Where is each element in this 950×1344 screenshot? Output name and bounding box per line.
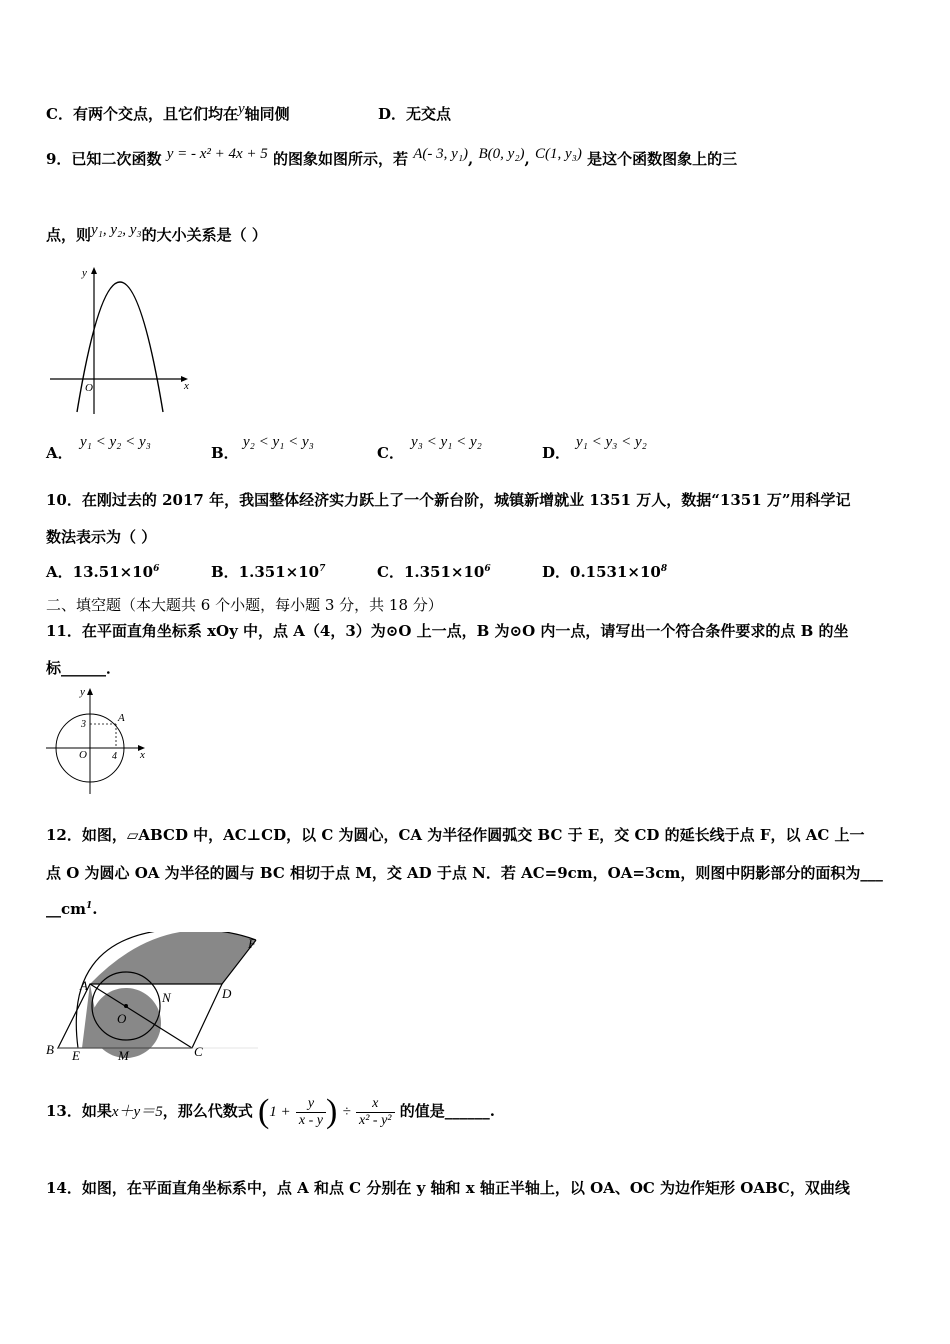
q9-stem-line2: 点，则y₁, y₂, y₃的大小关系是（ ） <box>46 222 267 244</box>
q13-fraction-1: $\frac{y}{x - y}$ <box>296 1096 326 1129</box>
q10-option-d: D．$0.1531\times 10^8$ <box>542 563 668 581</box>
q8-option-c: C．有两个交点，且它们均在y轴同侧 <box>46 101 290 123</box>
q9-origin-label: O <box>85 382 93 394</box>
q9-option-c-expr: y₃ < y₁ < y₂ <box>411 434 482 450</box>
q9-option-d-expr: y₁ < y₃ < y₂ <box>576 434 647 450</box>
q11-stem-line1: 11．在平面直角坐标系 xOy 中，点 A（4，3）为⊙O 上一点，B 为⊙O 内一点，请写出一个符合条件要求的点 B 的坐 <box>46 622 849 640</box>
q12-label-m: M <box>118 1048 129 1063</box>
q9-y-label: y <box>82 267 87 279</box>
q11-stem-line2: 标______． <box>46 659 122 677</box>
q10-option-a: A．$13.51\times 10^6$ <box>46 563 160 581</box>
q12-label-e: E <box>72 1048 80 1063</box>
q12-label-c: C <box>194 1044 203 1059</box>
q10-option-c: C．$1.351\times 10^6$ <box>377 563 491 581</box>
q12-label-o: O <box>117 1011 127 1026</box>
q10-stem-line1: 10．在刚过去的 2017 年，我国整体经济实力跃上了一个新台阶，城镇新增就业 1351 万人，数据“1351 万”用科学记 <box>46 491 851 509</box>
q12-label-n: N <box>162 990 171 1005</box>
q12-stem-line2: 点 O 为圆心 OA 为半径的圆与 BC 相切于点 M，交 AD 于点 N．若 AC=9cm，OA=3cm，则图中阴影部分的面积为___ <box>46 864 883 882</box>
q11-point-a-label: A <box>118 712 125 724</box>
q9-option-d-label: D． <box>542 444 571 462</box>
q11-x-label: x <box>140 749 145 761</box>
q9-option-a-label: A． <box>46 444 73 462</box>
q14-stem-line1: 14．如图，在平面直角坐标系中，点 A 和点 C 分别在 y 轴和 x 轴正半轴上，以 OA、OC 为边作矩形 OABC，双曲线 <box>46 1179 850 1197</box>
q9-point-b: B(0, y₂) <box>478 146 525 162</box>
q12-stem-line3: $\_\_cm^1$. <box>46 900 98 918</box>
q11-origin-label: O <box>79 749 87 761</box>
q11-tick-4: 4 <box>112 751 117 762</box>
q13-fraction-2: $\frac{x}{\text{x² - y²}}$ <box>356 1096 394 1129</box>
q9-option-b-label: B． <box>211 444 239 462</box>
q13-stem: 13．如果x＋y＝5，那么代数式 (1 + $\frac{y}{x - y}$ ) ÷ $\frac{x}{\text{x² - y²}}$ 的值是______. <box>46 1093 495 1130</box>
q12-label-f: F <box>248 936 256 951</box>
section-2-title: 二、填空题（本大题共 6 个小题，每小题 3 分，共 18 分） <box>46 596 443 614</box>
q10-stem-line2: 数法表示为（ ） <box>46 528 157 546</box>
q12-parallelogram-figure <box>44 932 264 1067</box>
q12-label-a: A <box>80 978 88 993</box>
q12-label-d: D <box>222 986 232 1001</box>
q9-option-c-label: C． <box>377 444 404 462</box>
q8-option-d: D．无交点 <box>378 105 452 123</box>
q9-stem-line1: 9．已知二次函数 y = - x² + 4x + 5 的图象如图所示，若 A(- 3, y₁), B(0, y₂), C(1, y₃) 是这个函数图象上的三 <box>46 146 738 168</box>
q9-x-label: x <box>184 380 189 392</box>
q10-option-b: B．$1.351\times 10^7$ <box>211 563 326 581</box>
q9-option-b-expr: y₂ < y₁ < y₃ <box>243 434 314 450</box>
q11-tick-3: 3 <box>81 719 86 730</box>
q9-function: y = - x² + 4x + 5 <box>166 146 268 162</box>
q12-label-b: B <box>46 1042 54 1057</box>
q9-point-c: C(1, y₃) <box>534 146 582 162</box>
q12-stem-line1: 12．如图，▱ABCD 中，AC⊥CD，以 C 为圆心，CA 为半径作圆弧交 BC 于 E，交 CD 的延长线于点 F，以 AC 上一 <box>46 826 865 844</box>
q9-point-a: A(- 3, y₁) <box>413 146 469 162</box>
q9-parabola-graph <box>48 262 193 417</box>
q11-y-label: y <box>80 686 85 698</box>
q11-circle-figure <box>44 684 148 796</box>
q9-option-a-expr: y₁ < y₂ < y₃ <box>80 434 151 450</box>
